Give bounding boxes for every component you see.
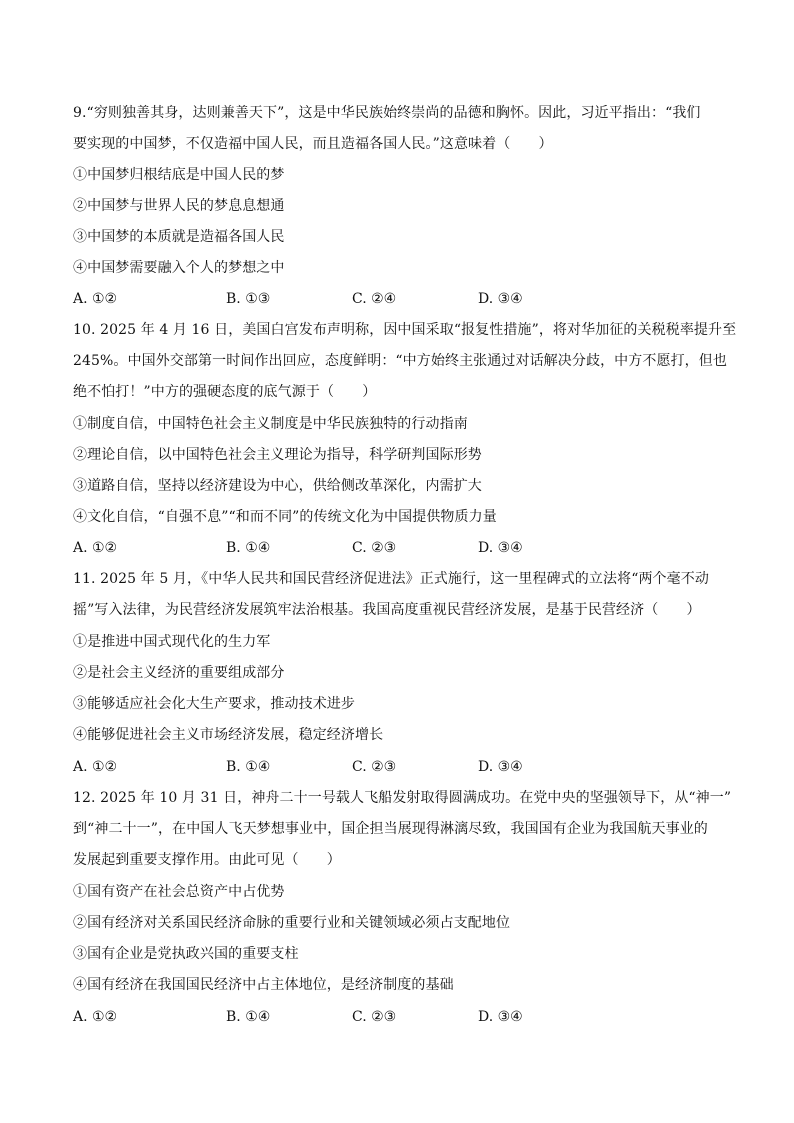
option-b: B. ①③ [226, 291, 271, 307]
option-a: A. ①② [73, 291, 118, 307]
answer-item: ②理论自信，以中国特色社会主义理论为指导，科学研判国际形势 [73, 447, 482, 463]
answer-item: ④国有经济在我国国民经济中占主体地位，是经济制度的基础 [73, 977, 454, 993]
question-stem-line: 绝不怕打！”中方的强硬态度的底气源于（ ） [73, 384, 377, 400]
answer-item: ③中国梦的本质就是造福各国人民 [73, 229, 285, 245]
answer-item: ④能够促进社会主义市场经济发展，稳定经济增长 [73, 727, 384, 743]
question-stem-line: 到“神二十一”，在中国人飞天梦想事业中，国企担当展现得淋漓尽致，我国国有企业为我国航天事业的 [73, 821, 708, 837]
question-stem-line: 要实现的中国梦，不仅造福中国人民，而且造福各国人民。”这意味着（ ） [73, 136, 553, 152]
question-stem-line: 发展起到重要支撑作用。由此可见（ ） [73, 852, 341, 868]
option-c: C. ②④ [352, 291, 397, 307]
option-c: C. ②③ [352, 759, 397, 775]
answer-item: ③道路自信，坚持以经济建设为中心，供给侧改革深化，内需扩大 [73, 478, 482, 494]
option-d: D. ③④ [478, 540, 523, 556]
answer-item: ①国有资产在社会总资产中占优势 [73, 884, 285, 900]
option-a: A. ①② [73, 759, 118, 775]
answer-item: ②是社会主义经济的重要组成部分 [73, 665, 285, 681]
option-b: B. ①④ [226, 540, 271, 556]
answer-item: ④文化自信，“自强不息”“和而不同”的传统文化为中国提供物质力量 [73, 509, 497, 525]
answer-item: ④中国梦需要融入个人的梦想之中 [73, 260, 285, 276]
option-d: D. ③④ [478, 291, 523, 307]
question-stem-line: 10. 2025 年 4 月 16 日，美国白宫发布声明称，因中国采取“报复性措施”，将对华加征的关税税率提升至 [73, 322, 737, 338]
answer-item: ③国有企业是党执政兴国的重要支柱 [73, 946, 299, 962]
answer-item: ①制度自信，中国特色社会主义制度是中华民族独特的行动指南 [73, 416, 468, 432]
option-a: A. ①② [73, 1009, 118, 1025]
answer-item: ①中国梦归根结底是中国人民的梦 [73, 167, 285, 183]
answer-item: ③能够适应社会化大生产要求，推动技术进步 [73, 696, 355, 712]
answer-item: ②中国梦与世界人民的梦息息想通 [73, 198, 285, 214]
answer-item: ①是推进中国式现代化的生力军 [73, 634, 271, 650]
option-a: A. ①② [73, 540, 118, 556]
option-b: B. ①④ [226, 1009, 271, 1025]
answer-item: ②国有经济对关系国民经济命脉的重要行业和关键领域必须占支配地位 [73, 915, 511, 931]
question-stem-line: 11. 2025 年 5 月，《中华人民共和国民营经济促进法》正式施行，这一里程碑式的立法将“两个毫不动 [73, 571, 709, 587]
option-b: B. ①④ [226, 759, 271, 775]
question-stem-line: 9.“穷则独善其身，达则兼善天下”，这是中华民族始终崇尚的品德和胸怀。因此，习近平指出：“我们 [73, 105, 701, 121]
option-d: D. ③④ [478, 1009, 523, 1025]
question-stem-line: 245%。中国外交部第一时间作出回应，态度鲜明：“中方始终主张通过对话解决分歧，中方不愿打，但也 [73, 353, 727, 369]
question-stem-line: 12. 2025 年 10 月 31 日，神舟二十一号载人飞船发射取得圆满成功。在党中央的坚强领导下，从“神一” [73, 790, 732, 806]
option-c: C. ②③ [352, 1009, 397, 1025]
option-c: C. ②③ [352, 540, 397, 556]
option-d: D. ③④ [478, 759, 523, 775]
question-stem-line: 摇”写入法律，为民营经济发展筑牢法治根基。我国高度重视民营经济发展，是基于民营经济（ ） [73, 602, 701, 618]
